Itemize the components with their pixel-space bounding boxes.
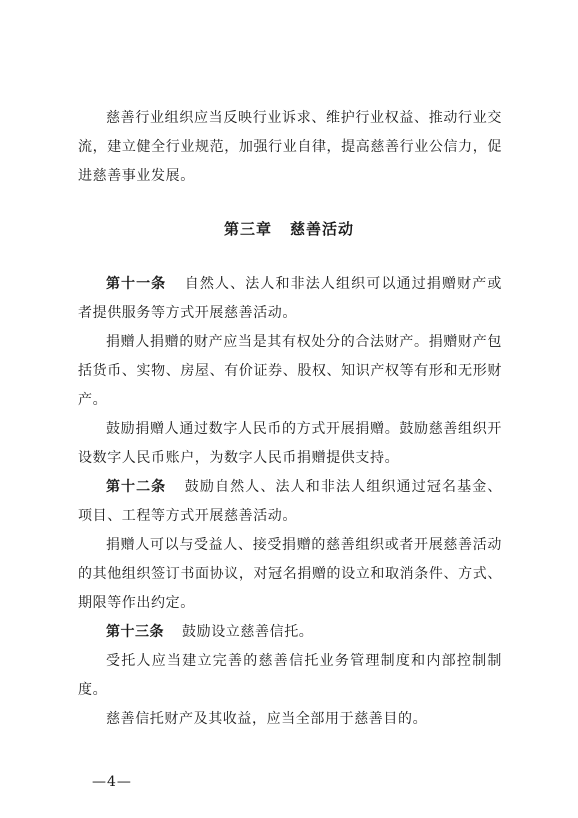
article-11-paragraph-1 <box>78 270 502 328</box>
chapter-number: 第三章 <box>223 220 272 238</box>
chapter-heading <box>0 218 578 239</box>
article-11-text-1: 自然人、法人和非法人组织可以通过捐赠财产或者提供服务等方式开展慈善活动。 <box>78 276 503 321</box>
article-11-paragraph-2: 捐赠人捐赠的财产应当是其有权处分的合法财产。捐赠财产包括货币、实物、房屋、有价证券、股权、知识产权等有形和无形财产。 <box>78 334 502 408</box>
article-11-paragraph-3: 鼓励捐赠人通过数字人民币的方式开展捐赠。鼓励慈善组织开设数字人民币账户，为数字人民币捐赠提供支持。 <box>78 421 502 466</box>
page-number: —4— <box>92 774 132 790</box>
article-11-label: 第十一条 <box>106 276 167 292</box>
article-12-label: 第十二条 <box>106 479 167 495</box>
article-12-paragraph-1 <box>78 473 502 531</box>
article-13-paragraph-2: 受托人应当建立完善的慈善信托业务管理制度和内部控制制度。 <box>78 653 502 698</box>
article-12-paragraph-2: 捐赠人可以与受益人、接受捐赠的慈善组织或者开展慈善活动的其他组织签订书面协议，对冠名捐赠的设立和取消条件、方式、期限等作出约定。 <box>78 537 502 611</box>
chapter-title: 慈善活动 <box>290 220 355 238</box>
article-13-label: 第十三条 <box>106 624 164 640</box>
article-13-text-1: 鼓励设立慈善信托。 <box>182 624 314 640</box>
article-12-text-1: 鼓励自然人、法人和非法人组织通过冠名基金、项目、工程等方式开展慈善活动。 <box>78 479 503 524</box>
article-13-paragraph-3: 慈善信托财产及其收益，应当全部用于慈善目的。 <box>106 711 428 727</box>
intro-paragraph: 慈善行业组织应当反映行业诉求、维护行业权益、推动行业交流，建立健全行业规范，加强行业自律，提高慈善行业公信力，促进慈善事业发展。 <box>78 110 502 184</box>
article-13-paragraph-1 <box>78 618 502 647</box>
